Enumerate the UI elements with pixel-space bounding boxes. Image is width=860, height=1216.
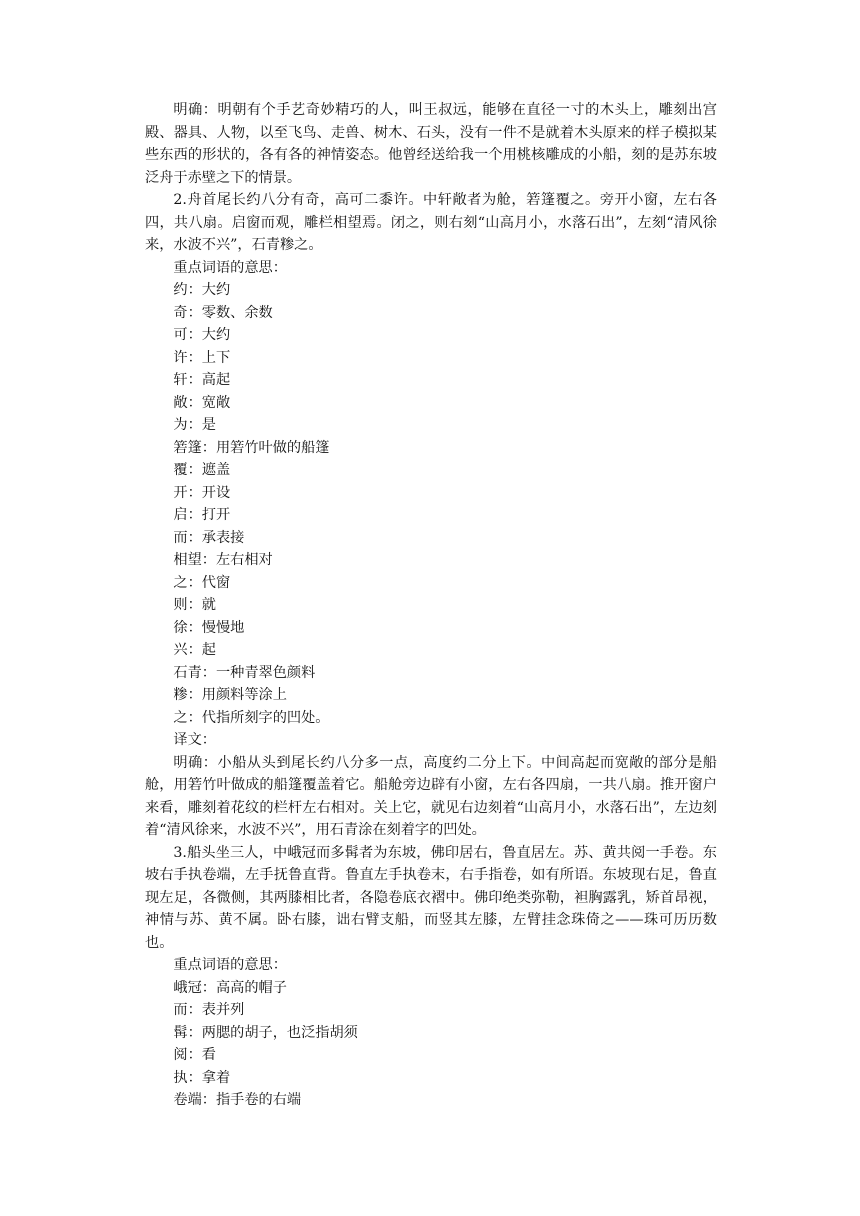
vocab-item: 卷端：指手卷的右端 xyxy=(173,1092,302,1108)
section-3-paragraph: 3.船头坐三人，中峨冠而多髯者为东坡，佛印居右，鲁直居左。苏、黄共阅一手卷。东坡右手执卷端，左手抚鲁直背。鲁直左手执卷末，右手指卷，如有所语。东坡现右足，鲁直现左足，各微侧，其两膝相比者，各隐卷底衣褶中。佛印绝类弥勒，袒胸露乳，矫首昂视，神情与苏、黄不属。卧右膝，诎右臂支船，而竖其左膝，左臂挂念珠倚之——珠可历历数也。 xyxy=(145,844,717,951)
section-2-vocab-list xyxy=(145,279,717,729)
vocab-item: 相望：左右相对 xyxy=(173,552,273,568)
translation-label: 译文： xyxy=(173,732,216,748)
vocab-item: 执：拿着 xyxy=(173,1069,231,1086)
vocab-item: 为：是 xyxy=(173,417,216,433)
vocab-item: 轩：高起 xyxy=(173,372,231,388)
vocab-item: 阅：看 xyxy=(173,1047,216,1063)
vocab-item: 之：代窗 xyxy=(173,574,231,591)
section-2-paragraph: 2.舟首尾长约八分有奇，高可二黍许。中轩敞者为舱，箬篷覆之。旁开小窗，左右各四，共八扇。启窗而观，雕栏相望焉。闭之，则右刻“山高月小，水落石出”，左刻“清风徐来，水波不兴”，石青糁之。 xyxy=(145,192,717,253)
vocab-item: 兴：起 xyxy=(173,642,216,658)
section-3-vocab-label: 重点词语的意思： xyxy=(173,957,287,973)
vocab-item: 石青：一种青翠色颜料 xyxy=(173,664,316,681)
vocab-item: 覆：遮盖 xyxy=(173,462,231,478)
vocab-item: 徐：慢慢地 xyxy=(173,619,245,636)
vocab-item: 而：表并列 xyxy=(173,1002,245,1018)
vocab-item: 而：承表接 xyxy=(173,529,245,546)
vocab-item: 可：大约 xyxy=(173,327,231,343)
vocab-item: 则：就 xyxy=(173,597,216,613)
vocab-item: 髯：两腮的胡子，也泛指胡须 xyxy=(173,1024,358,1041)
translation-paragraph: 明确：小船从头到尾长约八分多一点，高度约二分上下。中间高起而宽敞的部分是船舱，用箬竹叶做成的船篷覆盖着它。船舱旁边辟有小窗，左右各四扇，一共八扇。推开窗户来看，雕刻着花纹的栏杆左右相对。关上它，就见右边刻着“山高月小，水落石出”，左边刻着“清风徐来，水波不兴”，用石青涂在刻着字的凹处。 xyxy=(145,754,717,838)
intro-paragraph: 明确：明朝有个手艺奇妙精巧的人，叫王叔远，能够在直径一寸的木头上，雕刻出宫殿、器具、人物，以至飞鸟、走兽、树木、石头，没有一件不是就着木头原来的样子模拟某些东西的形状的，各有各的神情姿态。他曾经送给我一个用桃核雕成的小船，刻的是苏东坡泛舟于赤壁之下的情景。 xyxy=(145,102,717,186)
vocab-item: 糁：用颜料等涂上 xyxy=(173,687,287,703)
vocab-item: 峨冠：高高的帽子 xyxy=(173,979,287,996)
vocab-item: 许：上下 xyxy=(173,349,231,366)
vocab-item: 箬篷：用箬竹叶做的船篷 xyxy=(173,439,330,456)
section-3-vocab-list xyxy=(145,977,717,1112)
document-body xyxy=(145,99,717,1112)
vocab-item: 开：开设 xyxy=(173,484,231,501)
vocab-item: 启：打开 xyxy=(173,507,231,523)
vocab-item: 之：代指所刻字的凹处。 xyxy=(173,709,330,726)
section-2-vocab-label: 重点词语的意思： xyxy=(173,259,287,276)
vocab-item: 奇：零数、余数 xyxy=(173,304,273,321)
vocab-item: 敞：宽敞 xyxy=(173,394,231,411)
vocab-item: 约：大约 xyxy=(173,282,231,298)
